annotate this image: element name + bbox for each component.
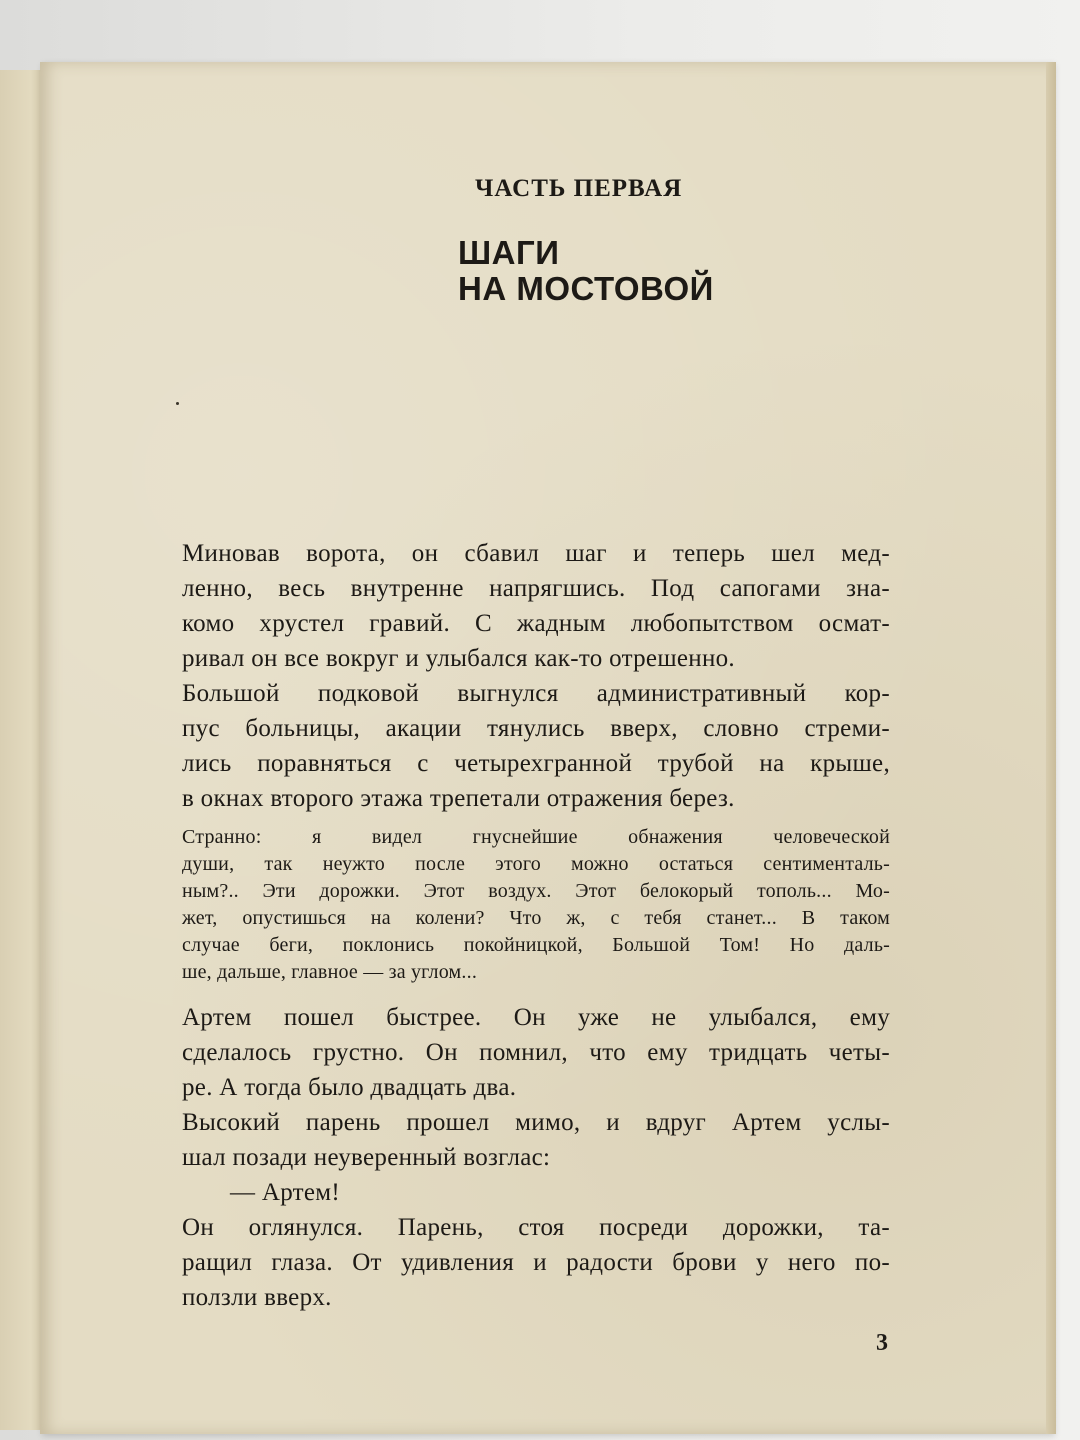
paragraph-3-line-1: Артем пошел быстрее. Он уже не улыбался, ему — [182, 1004, 890, 1031]
inner-monologue-line-2: души, так неужто после этого можно остаться сентименталь- — [182, 853, 890, 875]
paragraph-2-line-3: лись поравняться с четырехгранной трубой на крыше, — [182, 750, 890, 777]
paragraph-2-line-1: Большой подковой выгнулся административный кор- — [182, 680, 890, 707]
inner-monologue-line-1: Странно: я видел гнуснейшие обнажения человеческой — [182, 826, 890, 848]
page-stack-edge — [1046, 62, 1056, 1434]
paragraph-6-line-1: Он оглянулся. Парень, стоя посреди дорожки, та- — [182, 1214, 890, 1241]
paragraph-3-line-2: сделалось грустно. Он помнил, что ему тридцать четы- — [182, 1039, 890, 1066]
paragraph-2-line-2: пус больницы, акации тянулись вверх, словно стреми- — [182, 715, 890, 742]
part-heading: ЧАСТЬ ПЕРВАЯ — [475, 175, 683, 202]
paragraph-1-line-1: Миновав ворота, он сбавил шаг и теперь шел мед- — [182, 540, 890, 567]
page-number: 3 — [876, 1330, 888, 1356]
paragraph-1-line-4: ривал он все вокруг и улыбался как-то отрешенно. — [182, 645, 735, 672]
paragraph-4-line-1: Высокий парень прошел мимо, и вдруг Артем услы- — [182, 1109, 890, 1136]
paragraph-2-line-4: в окнах второго этажа трепетали отражения берез. — [182, 785, 735, 812]
dialogue-line: — Артем! — [230, 1179, 341, 1206]
paragraph-6-line-3: ползли вверх. — [182, 1284, 332, 1311]
paragraph-6-line-2: ращил глаза. От удивления и радости брови у него по- — [182, 1249, 890, 1276]
inner-monologue-line-5: случае беги, поклонись покойницкой, Большой Том! Но даль- — [182, 934, 890, 956]
chapter-title-line-1: ШАГИ — [458, 234, 560, 271]
paragraph-3-line-3: ре. А тогда было двадцать два. — [182, 1074, 517, 1101]
paragraph-1-line-2: ленно, весь внутренне напрягшись. Под сапогами зна- — [182, 575, 890, 602]
inner-monologue-line-6: ше, дальше, главное — за углом... — [182, 961, 478, 983]
inner-monologue-line-3: ным?.. Эти дорожки. Этот воздух. Этот белокорый тополь... Мо- — [182, 880, 890, 902]
chapter-title-line-2: НА МОСТОВОЙ — [458, 270, 714, 307]
paragraph-1-line-3: комо хрустел гравий. С жадным любопытством осмат- — [182, 610, 890, 637]
inner-monologue-line-4: жет, опустишься на колени? Что ж, с тебя станет... В таком — [182, 907, 890, 929]
paper-speck — [176, 402, 179, 405]
paragraph-4-line-2: шал позади неуверенный возглас: — [182, 1144, 551, 1171]
